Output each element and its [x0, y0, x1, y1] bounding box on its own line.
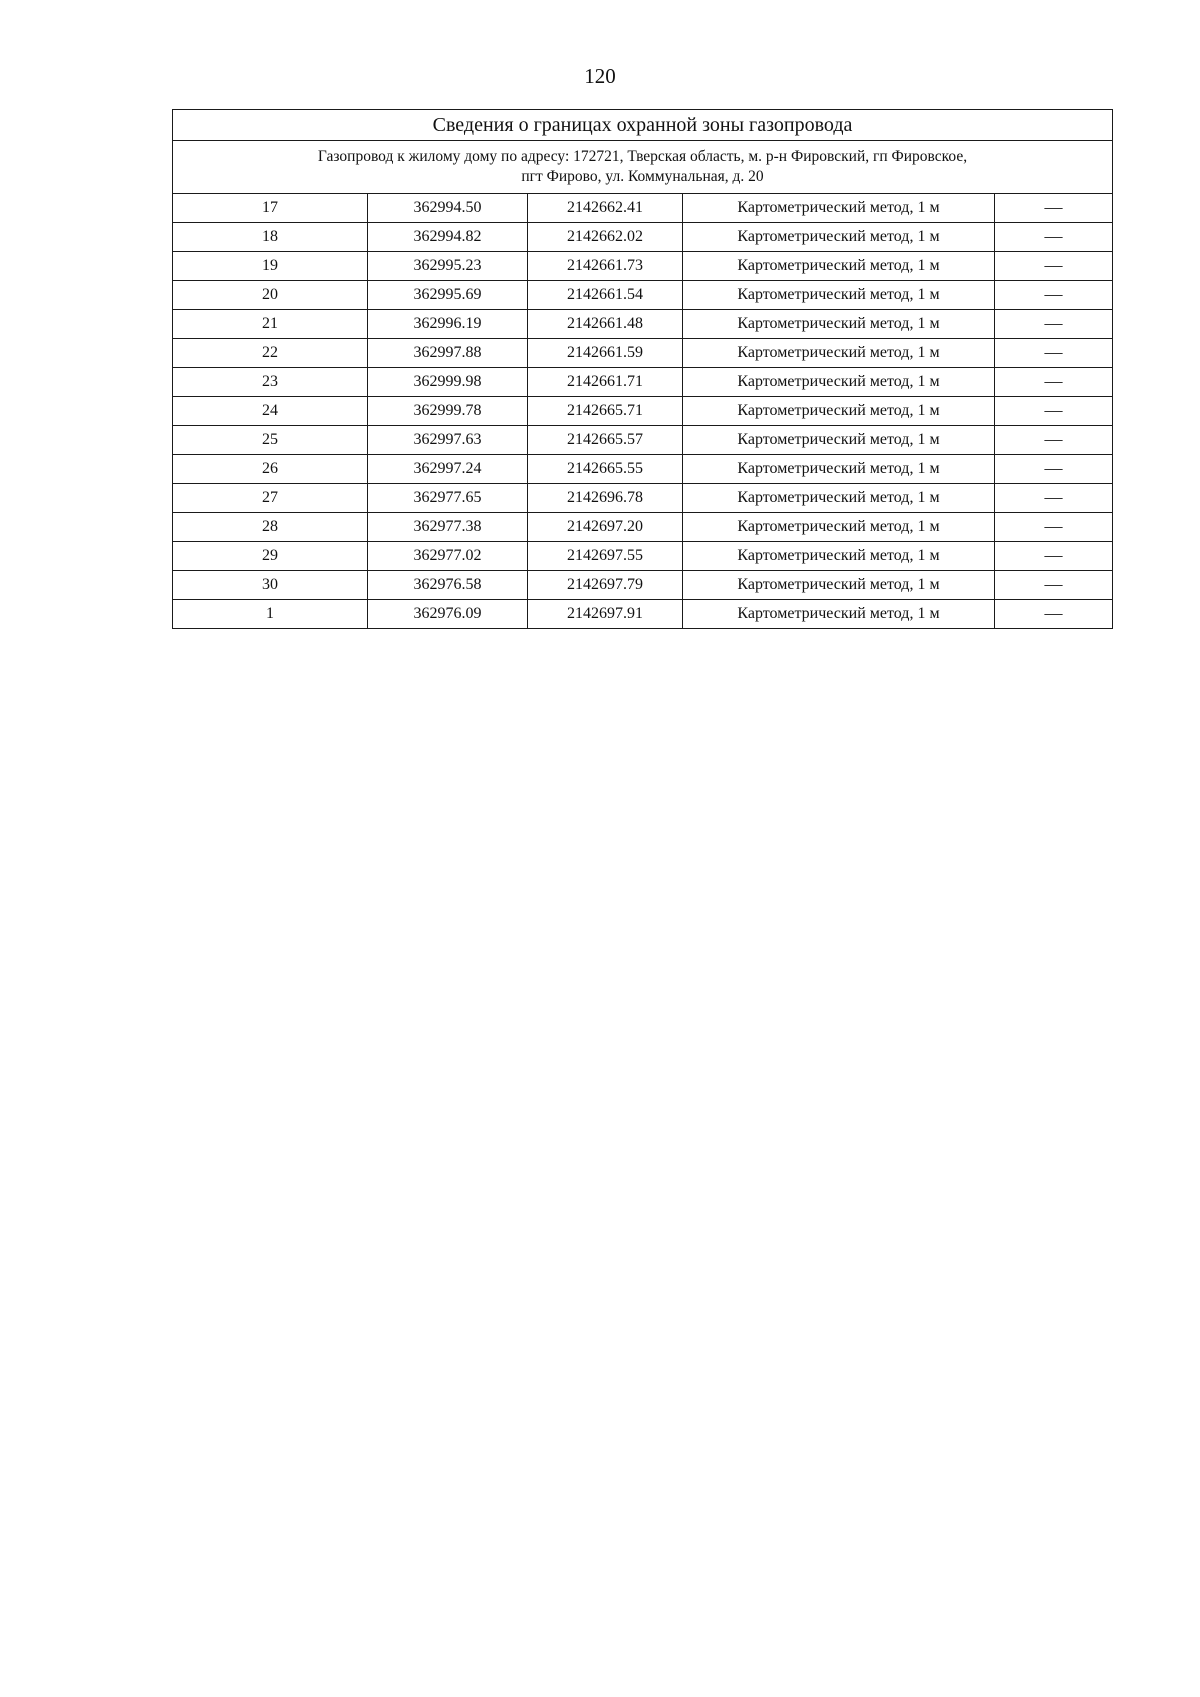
y-coordinate-cell: 2142661.71: [528, 368, 683, 397]
note-cell: —: [995, 484, 1113, 513]
y-coordinate-cell: 2142665.71: [528, 397, 683, 426]
table-row: [173, 513, 1113, 542]
y-coordinate-cell: 2142665.57: [528, 426, 683, 455]
table-row: [173, 600, 1113, 629]
method-cell: Картометрический метод, 1 м: [683, 455, 995, 484]
table-row: [173, 368, 1113, 397]
x-coordinate-cell: 362997.24: [368, 455, 528, 484]
table-row: [173, 484, 1113, 513]
x-coordinate-cell: 362994.82: [368, 223, 528, 252]
method-cell: Картометрический метод, 1 м: [683, 281, 995, 310]
method-cell: Картометрический метод, 1 м: [683, 397, 995, 426]
x-coordinate-cell: 362995.23: [368, 252, 528, 281]
note-cell: —: [995, 455, 1113, 484]
y-coordinate-cell: 2142662.02: [528, 223, 683, 252]
note-cell: —: [995, 223, 1113, 252]
address-line-1: Газопровод к жилому дому по адресу: 172721, Тверская область, м. р-н Фировский, гп Фировское,: [317, 147, 968, 165]
x-coordinate-cell: 362977.65: [368, 484, 528, 513]
x-coordinate-cell: 362999.78: [368, 397, 528, 426]
note-cell: —: [995, 252, 1113, 281]
y-coordinate-cell: 2142696.78: [528, 484, 683, 513]
method-cell: Картометрический метод, 1 м: [683, 368, 995, 397]
y-coordinate-cell: 2142661.73: [528, 252, 683, 281]
method-cell: Картометрический метод, 1 м: [683, 194, 995, 223]
point-number-cell: 21: [173, 310, 368, 339]
point-number-cell: 30: [173, 571, 368, 600]
y-coordinate-cell: 2142665.55: [528, 455, 683, 484]
note-cell: —: [995, 542, 1113, 571]
table-address-row: [173, 141, 1113, 194]
table-row: [173, 194, 1113, 223]
y-coordinate-cell: 2142697.79: [528, 571, 683, 600]
point-number-cell: 26: [173, 455, 368, 484]
point-number-cell: 25: [173, 426, 368, 455]
point-number-cell: 22: [173, 339, 368, 368]
point-number-cell: 18: [173, 223, 368, 252]
point-number-cell: 19: [173, 252, 368, 281]
note-cell: —: [995, 513, 1113, 542]
table-row: [173, 426, 1113, 455]
address-line-2: пгт Фирово, ул. Коммунальная, д. 20: [521, 168, 764, 185]
method-cell: Картометрический метод, 1 м: [683, 600, 995, 629]
y-coordinate-cell: 2142661.54: [528, 281, 683, 310]
x-coordinate-cell: 362994.50: [368, 194, 528, 223]
x-coordinate-cell: 362997.63: [368, 426, 528, 455]
method-cell: Картометрический метод, 1 м: [683, 310, 995, 339]
y-coordinate-cell: 2142661.59: [528, 339, 683, 368]
table-row: [173, 223, 1113, 252]
note-cell: —: [995, 397, 1113, 426]
table-row: [173, 281, 1113, 310]
x-coordinate-cell: 362996.19: [368, 310, 528, 339]
table-row: [173, 397, 1113, 426]
table-row: [173, 542, 1113, 571]
x-coordinate-cell: 362999.98: [368, 368, 528, 397]
x-coordinate-cell: 362976.58: [368, 571, 528, 600]
point-number-cell: 20: [173, 281, 368, 310]
method-cell: Картометрический метод, 1 м: [683, 339, 995, 368]
note-cell: —: [995, 339, 1113, 368]
point-number-cell: 23: [173, 368, 368, 397]
table-row: [173, 455, 1113, 484]
point-number-cell: 27: [173, 484, 368, 513]
point-number-cell: 1: [173, 600, 368, 629]
table-row: [173, 571, 1113, 600]
table-row: [173, 339, 1113, 368]
protection-zone-table: [172, 109, 1113, 629]
note-cell: —: [995, 571, 1113, 600]
y-coordinate-cell: 2142662.41: [528, 194, 683, 223]
y-coordinate-cell: 2142697.55: [528, 542, 683, 571]
x-coordinate-cell: 362976.09: [368, 600, 528, 629]
table-row: [173, 310, 1113, 339]
method-cell: Картометрический метод, 1 м: [683, 513, 995, 542]
method-cell: Картометрический метод, 1 м: [683, 223, 995, 252]
y-coordinate-cell: 2142697.91: [528, 600, 683, 629]
x-coordinate-cell: 362997.88: [368, 339, 528, 368]
x-coordinate-cell: 362977.38: [368, 513, 528, 542]
y-coordinate-cell: 2142661.48: [528, 310, 683, 339]
point-number-cell: 29: [173, 542, 368, 571]
page-number: 120: [584, 64, 616, 88]
method-cell: Картометрический метод, 1 м: [683, 484, 995, 513]
note-cell: —: [995, 426, 1113, 455]
table-row: [173, 252, 1113, 281]
gas-pipeline-address: [173, 141, 1113, 194]
table-title-row: [173, 110, 1113, 141]
method-cell: Картометрический метод, 1 м: [683, 252, 995, 281]
x-coordinate-cell: 362977.02: [368, 542, 528, 571]
point-number-cell: 28: [173, 513, 368, 542]
point-number-cell: 24: [173, 397, 368, 426]
note-cell: —: [995, 281, 1113, 310]
point-number-cell: 17: [173, 194, 368, 223]
method-cell: Картометрический метод, 1 м: [683, 542, 995, 571]
note-cell: —: [995, 368, 1113, 397]
x-coordinate-cell: 362995.69: [368, 281, 528, 310]
note-cell: —: [995, 600, 1113, 629]
method-cell: Картометрический метод, 1 м: [683, 426, 995, 455]
table-title: Сведения о границах охранной зоны газопровода: [173, 110, 1113, 141]
method-cell: Картометрический метод, 1 м: [683, 571, 995, 600]
y-coordinate-cell: 2142697.20: [528, 513, 683, 542]
note-cell: —: [995, 194, 1113, 223]
note-cell: —: [995, 310, 1113, 339]
